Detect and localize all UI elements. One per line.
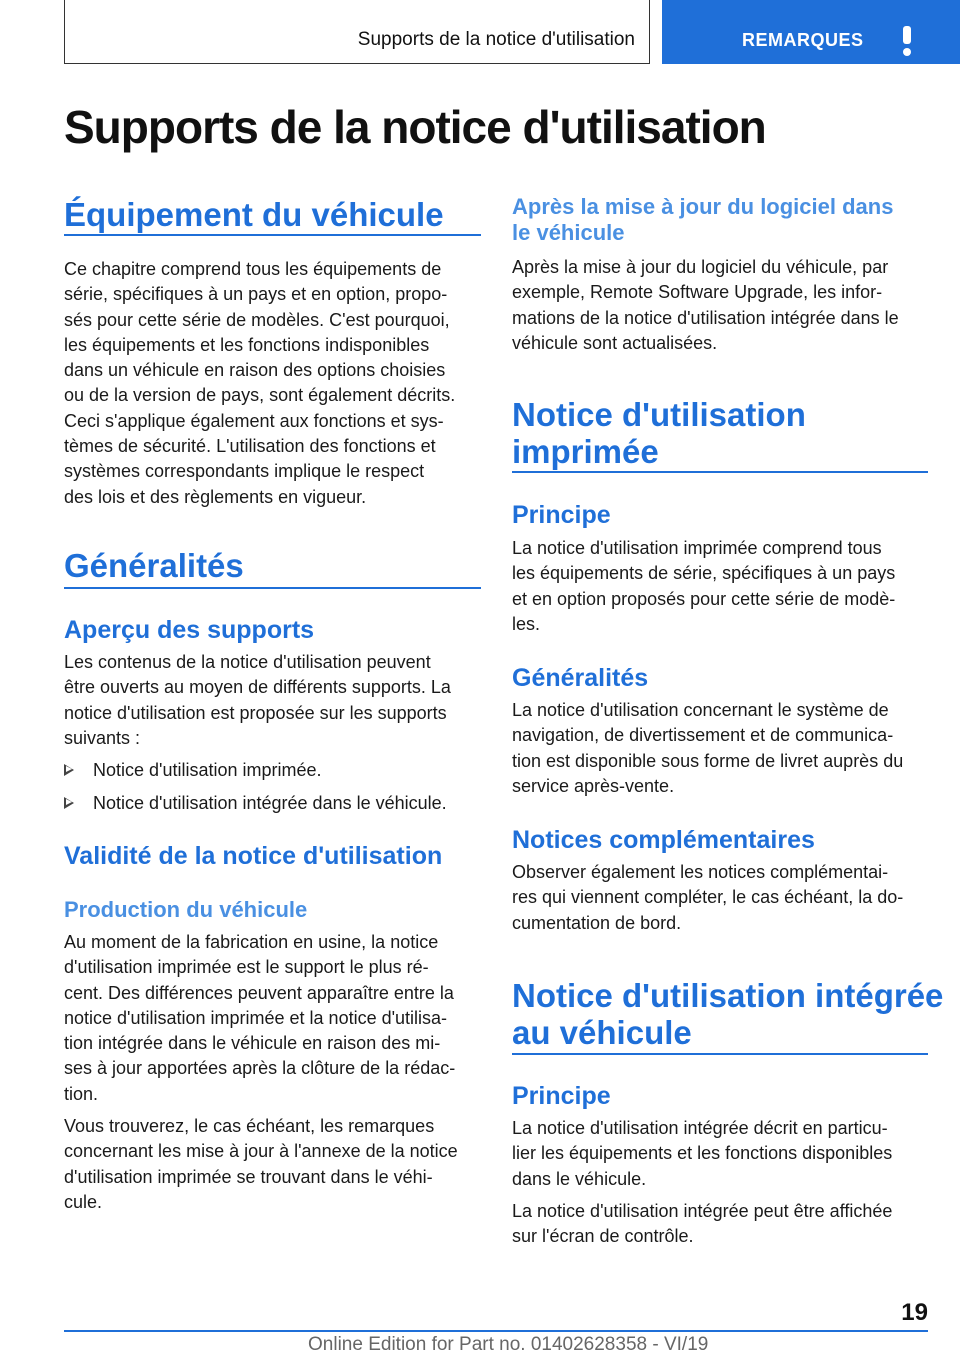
paragraph-apercu: Les contenus de la notice d'utilisation peuvent être ouverts au moyen de différents supports. La notice d'utilisation est proposée sur les supports suivants :	[64, 652, 451, 748]
triangle-bullet-icon	[64, 797, 74, 809]
heading-equipement: Équipement du véhicule	[64, 196, 444, 233]
page-title: Supports de la notice d'utilisation	[64, 101, 766, 153]
heading-principe-integree: Principe	[512, 1082, 611, 1110]
heading-rule	[512, 1053, 928, 1055]
paragraph-principe-integree: La notice d'utilisation intégrée décrit en particu- lier les équipements et les fonctions disponibles dans le véhicule.	[512, 1118, 893, 1189]
heading-generalites: Généralités	[64, 547, 244, 584]
paragraph-principe-imprimee: La notice d'utilisation imprimée comprend tous les équipements de série, spécifiques à un pays et en option proposés pour cette série de modè- les.	[512, 538, 896, 634]
header-tab-label: REMARQUES	[742, 30, 864, 50]
paragraph-mise-a-jour: Après la mise à jour du logiciel du véhicule, par exemple, Remote Software Upgrade, les infor- mations de la notice d'utilisation intégrée dans le véhicule sont actualisées.	[512, 257, 899, 353]
footer-edition: Online Edition for Part no. 01402628358 - VI/19	[308, 1334, 709, 1355]
heading-mise-a-jour: Après la mise à jour du logiciel dans le véhicule	[512, 194, 894, 245]
heading-rule	[64, 587, 481, 589]
header-tab-remarques[interactable]	[662, 0, 960, 64]
paragraph-generalites-imprimee: La notice d'utilisation concernant le système de navigation, de divertissement et de communica- tion est disponible sous forme de livret auprès du service après-vente.	[512, 700, 904, 796]
header-section-box	[64, 0, 650, 64]
header-section-title: Supports de la notice d'utilisation	[357, 29, 635, 50]
paragraph-equipement: Ce chapitre comprend tous les équipements de série, spécifiques à un pays et en option, propo- sés pour cette série de modèles. C'est pourquoi, les équipements et les fonctions indisponibles dans un véhicule en raison des options choisies ou de la version de pays, sont également décrits. Ceci s'applique également aux fonctions et sys- tèmes de sécurité. L'utilisation des fonctions et systèmes correspondants implique le respect des lois et des règlements en vigueur.	[64, 259, 456, 507]
heading-rule	[64, 234, 481, 236]
triangle-bullet-icon	[64, 764, 74, 776]
paragraph-production: Au moment de la fabrication en usine, la notice d'utilisation imprimée est le support le plus ré- cent. Des différences peuvent apparaître entre la notice d'utilisation imprimée et la notice d'utilisa- tion intégrée dans le véhicule en raison des mi- ses à jour apportées après la clôture de la rédac- tion.	[64, 932, 456, 1104]
heading-notice-integree: Notice d'utilisation intégrée au véhicule	[512, 977, 944, 1051]
exclamation-icon	[898, 22, 916, 58]
heading-notice-imprimee: Notice d'utilisation imprimée	[512, 396, 806, 470]
heading-apercu: Aperçu des supports	[64, 616, 315, 644]
heading-validite: Validité de la notice d'utilisation	[64, 842, 443, 870]
paragraph-affichage: La notice d'utilisation intégrée peut être affichée sur l'écran de contrôle.	[512, 1201, 893, 1247]
page-number: 19	[901, 1299, 928, 1326]
heading-notices-complementaires: Notices complémentaires	[512, 826, 815, 854]
paragraph-notices-complementaires: Observer également les notices complémentai- res qui viennent compléter, le cas échéant, la do- cumentation de bord.	[512, 862, 904, 933]
heading-production: Production du véhicule	[64, 897, 308, 922]
footer-rule	[64, 1330, 928, 1332]
heading-principe-imprimee: Principe	[512, 501, 611, 529]
paragraph-remarques: Vous trouverez, le cas échéant, les remarques concernant les mise à jour à l'annexe de la notice d'utilisation imprimée se trouvant dans le véhi- cule.	[64, 1116, 458, 1212]
heading-generalites-imprimee: Généralités	[512, 664, 649, 692]
heading-rule	[512, 471, 928, 473]
